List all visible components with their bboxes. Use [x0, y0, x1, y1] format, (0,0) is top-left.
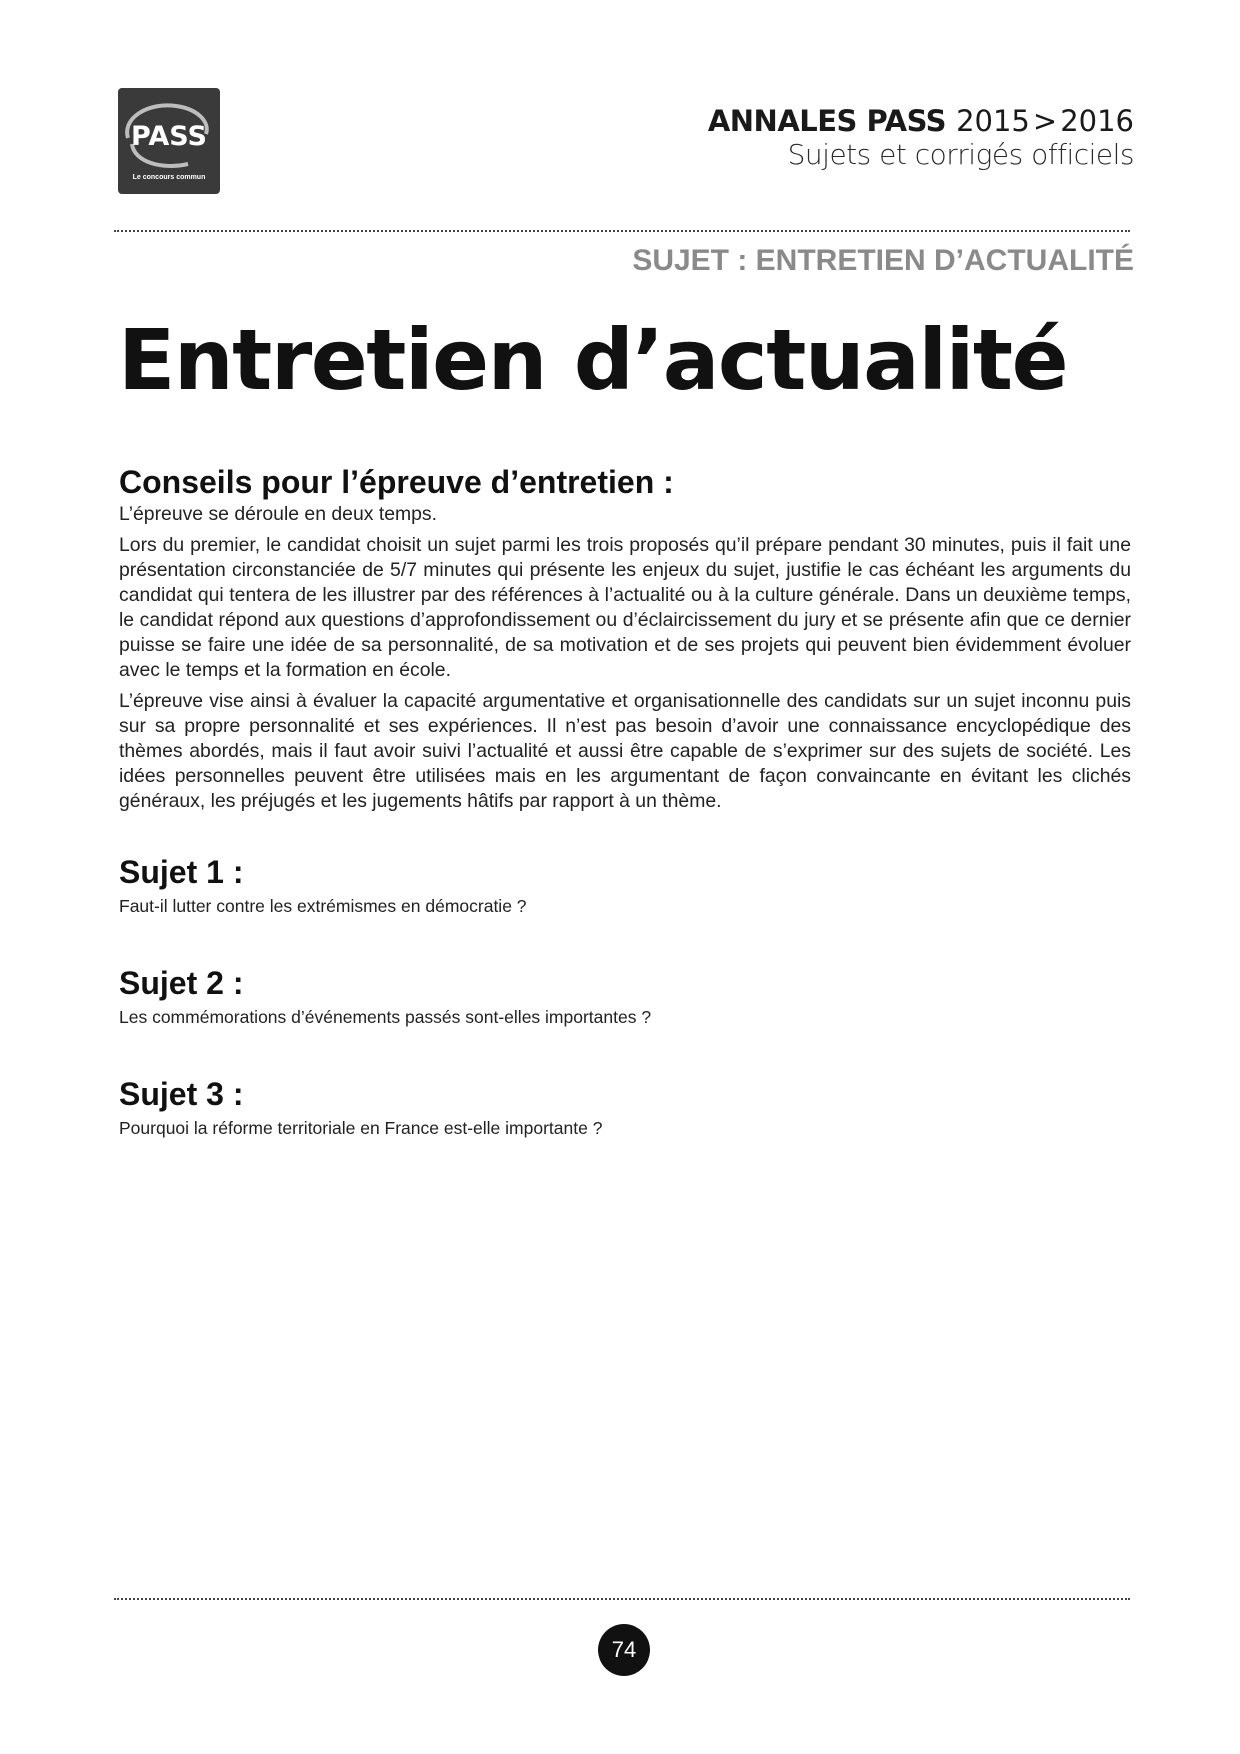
sujet-heading: Sujet 2 :	[119, 965, 244, 1001]
header-branding	[708, 104, 1134, 172]
header-series: ANNALES PASS	[707, 104, 947, 138]
advice-section	[119, 462, 1131, 814]
header-year-start: 2015	[956, 104, 1030, 138]
sujet-heading: Sujet 3 :	[119, 1076, 244, 1112]
main-content	[119, 462, 1131, 1141]
advice-paragraph: Lors du premier, le candidat choisit un sujet parmi les trois proposés qu’il prépare pendant 30 minutes, puis il fait une présentation circonstanciée de 5/7 minutes qui présente les enjeux du sujet, justifie le cas échéant les arguments du candidat qui tentera de les illustrer par des références à l’actualité ou à la culture générale. Dans un deuxième temps, le candidat répond aux questions d’approfondissement ou d’éclaircissement du jury et se présente afin que ce dernier puisse se faire une idée de sa personnalité, de sa motivation et de ses projets qui peuvent bien évidemment évoluer avec le temps et la formation en école.	[119, 534, 1131, 681]
sujet-3	[119, 1074, 1131, 1141]
header-year-separator: >	[1032, 104, 1058, 138]
header-series-line	[708, 104, 1134, 138]
subject-label: SUJET : ENTRETIEN D’ACTUALITÉ	[632, 244, 1134, 277]
header-year-end: 2016	[1060, 104, 1134, 138]
advice-paragraph: L’épreuve se déroule en deux temps.	[119, 503, 438, 525]
logo-tagline: Le concours commun	[132, 174, 206, 181]
top-divider	[114, 230, 1130, 232]
page-title: Entretien d’actualité	[118, 311, 1068, 409]
advice-heading: Conseils pour l’épreuve d’entretien :	[119, 464, 674, 500]
sujet-2	[119, 963, 1131, 1030]
header-subtitle: Sujets et corrigés officiels	[787, 138, 1134, 171]
sujet-question: Pourquoi la réforme territoriale en France est-elle importante ?	[119, 1118, 603, 1138]
pass-logo	[118, 88, 220, 194]
page-number: 74	[598, 1624, 650, 1676]
sujet-question: Faut-il lutter contre les extrémismes en démocratie ?	[119, 896, 527, 916]
sujet-heading: Sujet 1 :	[119, 854, 244, 890]
pass-logo-graphic	[118, 88, 220, 194]
advice-paragraph: L’épreuve vise ainsi à évaluer la capacité argumentative et organisationnelle des candidats sur un sujet inconnu puis sur sa propre personnalité et ses expériences. Il n’est pas besoin d’avoir une connaissance encyclopédique des thèmes abordés, mais il faut avoir suivi l’actualité et aussi être capable de s’exprimer sur des sujets de société. Les idées personnelles peuvent être utilisées mais en les argumentant de façon convaincante en évitant les clichés généraux, les préjugés et les jugements hâtifs par rapport à un thème.	[119, 690, 1131, 812]
bottom-divider	[114, 1598, 1130, 1600]
sujet-1	[119, 852, 1131, 919]
logo-text: PASS	[131, 121, 207, 152]
sujet-question: Les commémorations d’événements passés sont-elles importantes ?	[119, 1007, 652, 1027]
